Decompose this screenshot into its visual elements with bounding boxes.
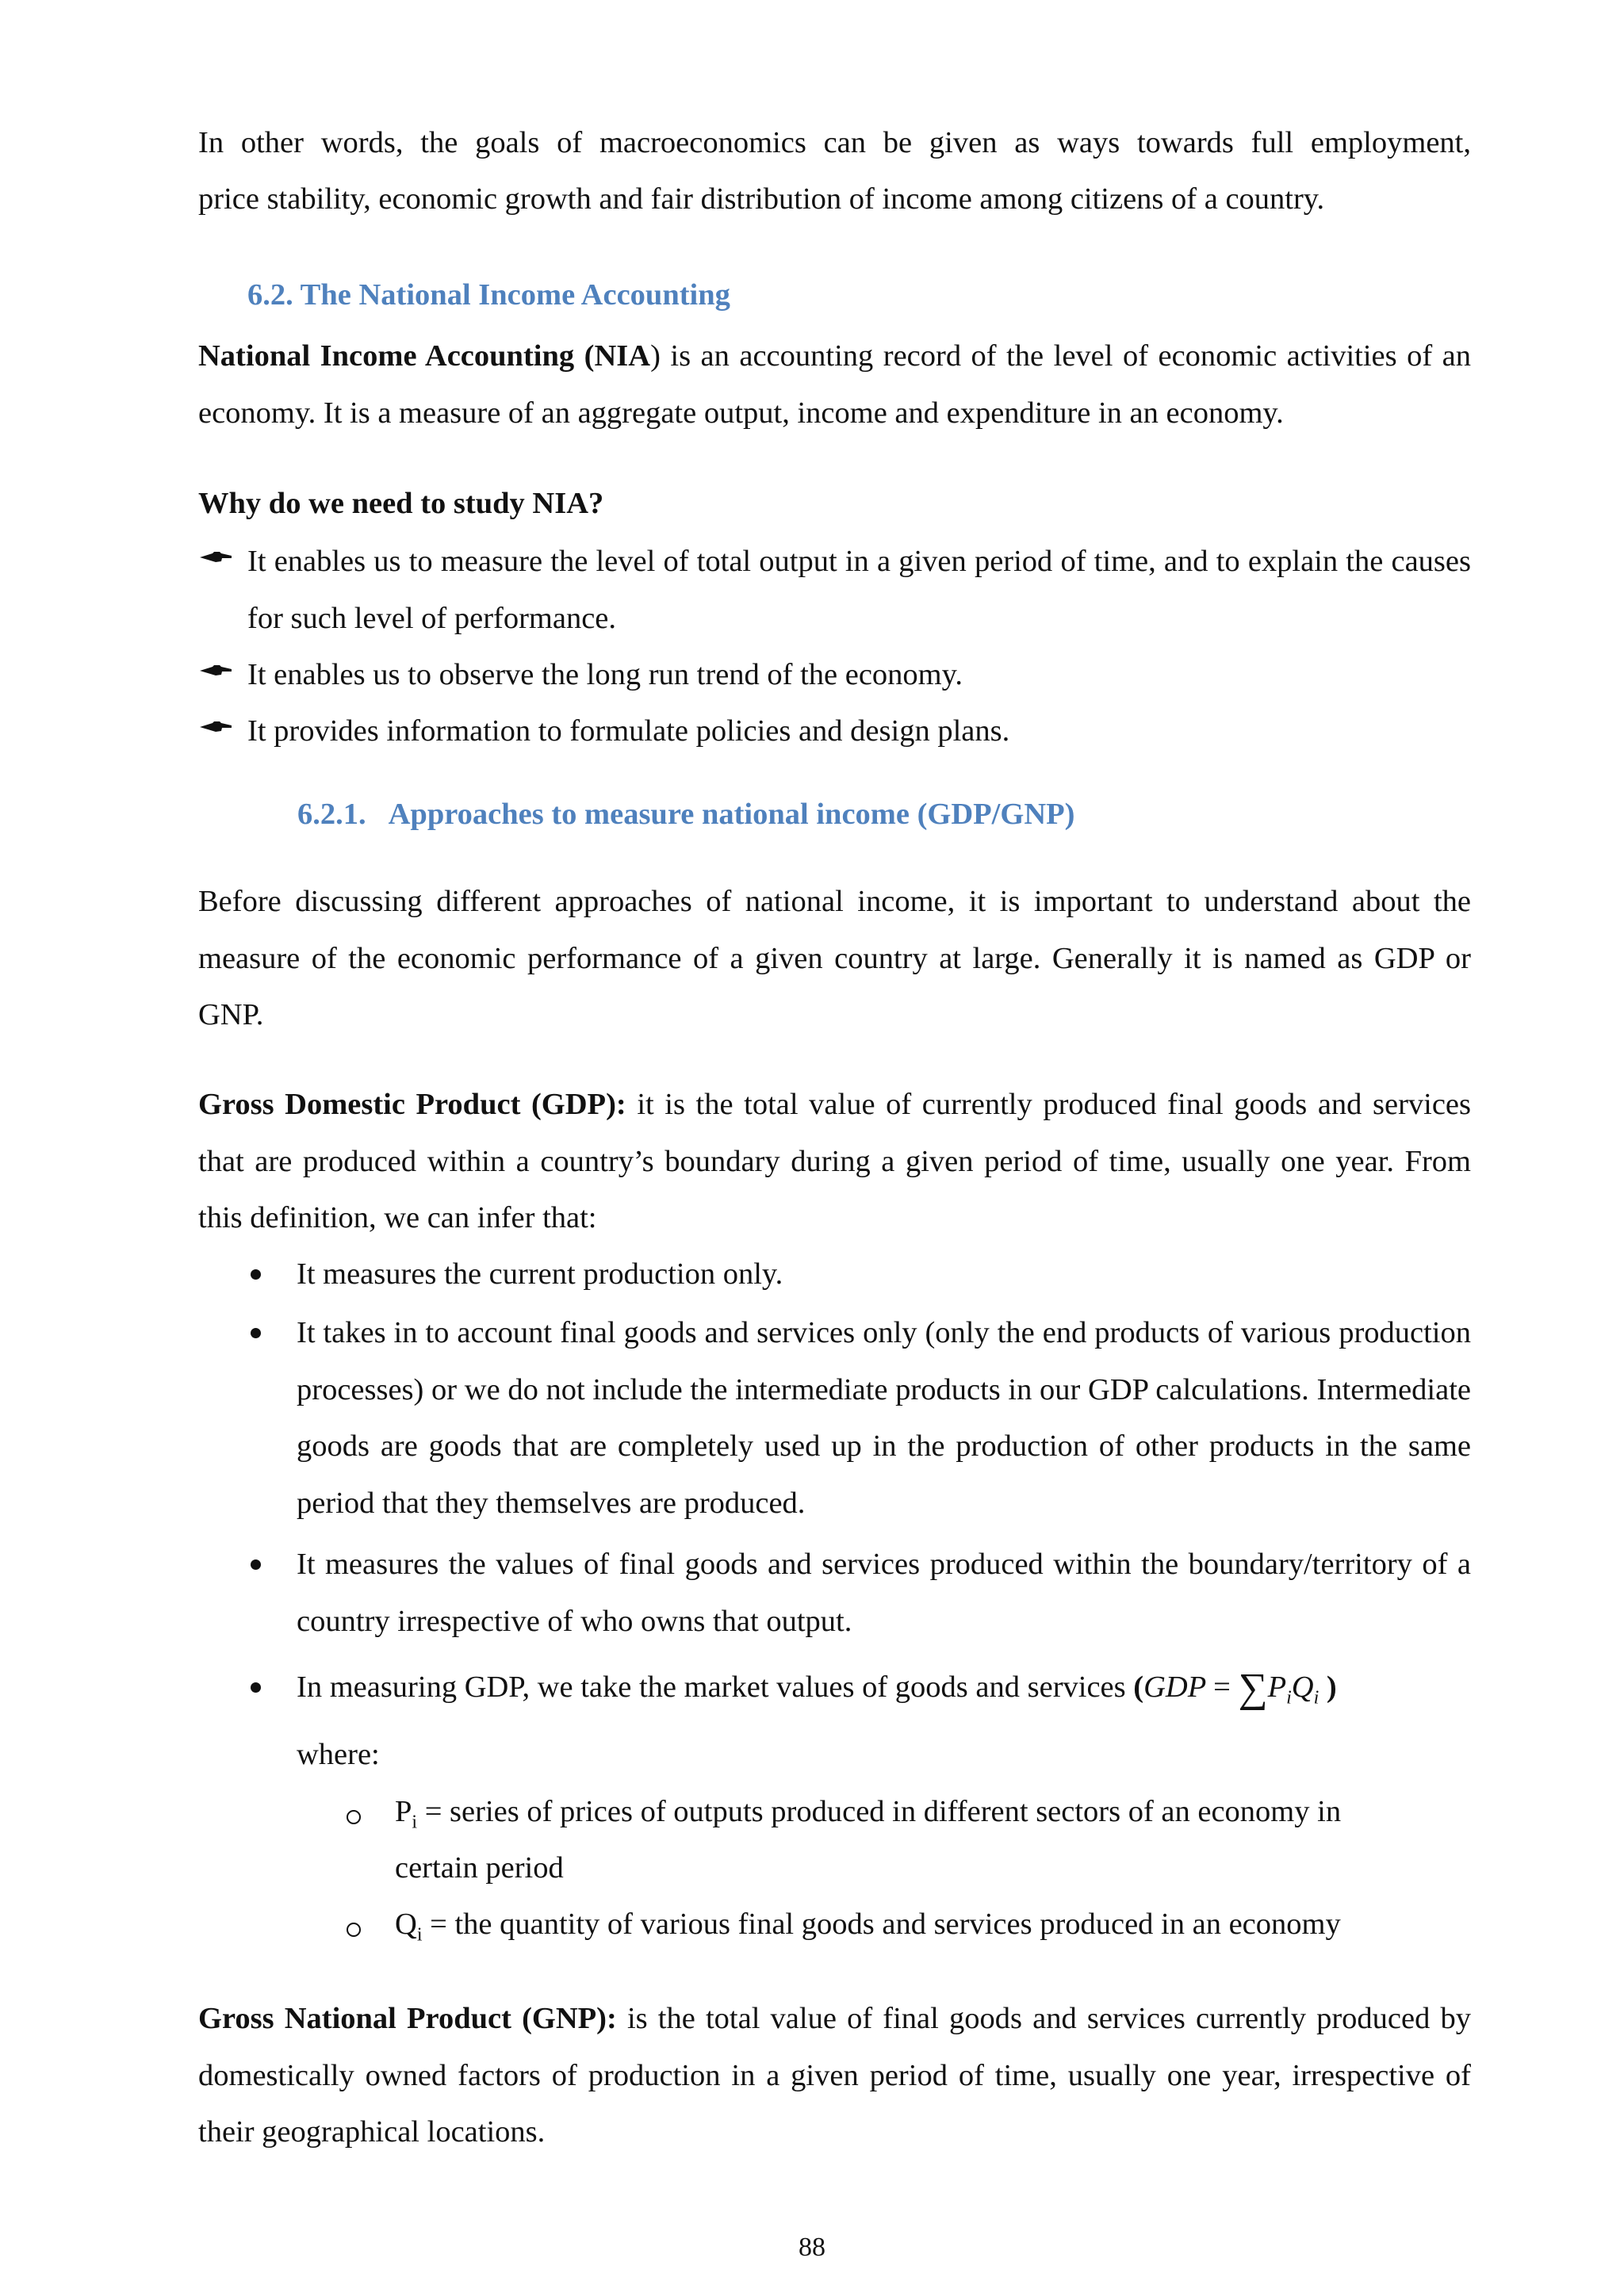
bullet-dot-icon [251, 1559, 261, 1570]
nia-definition-paragraph [198, 328, 1471, 442]
pointing-hand-icon [198, 719, 233, 735]
bullet-dot-icon [251, 1328, 261, 1338]
page-number: 88 [799, 2233, 825, 2262]
section-heading-6-2-1 [297, 790, 1074, 838]
formula-p: P [1267, 1670, 1287, 1704]
nia-definition-text: ) is an accounting record of the level of economic activities of an economy. It is a measure of an aggregate output, income and expenditure in an economy. [198, 339, 1472, 430]
pointing-hand-icon [198, 663, 233, 679]
formula-p-subscript: i [1286, 1687, 1292, 1709]
why-nia-item-2: It enables us to observe the long run trend of the economy. [247, 658, 963, 691]
market-value-text: In measuring GDP, we take the market values of goods and services [297, 1670, 1126, 1704]
formula-lhs: GDP [1143, 1670, 1206, 1704]
formula-q: Q [1291, 1670, 1314, 1704]
quantity-description: = the quantity of various final goods and services produced in an economy [422, 1908, 1341, 1941]
approaches-intro-paragraph: Before discussing different approaches of national income, it is important to understand about the measure of the economic performance of a given country at large. Generally it is named as GDP or GNP. [198, 885, 1471, 1031]
sub-bullet-circle-icon [347, 1810, 361, 1824]
formula-equals: = [1213, 1670, 1231, 1704]
formula-close-paren: ) [1326, 1670, 1337, 1704]
intro-paragraph-line-2: price stability, economic growth and fair distribution of income among citizens of a country. [198, 182, 1325, 216]
gdp-bullet-3: It measures the values of final goods and services produced within the boundary/territory of a country irrespective of who owns that output. [297, 1548, 1471, 1638]
gdp-definition-paragraph [198, 1077, 1471, 1247]
intro-paragraph-line-1: In other words, the goals of macroeconomics can be given as ways towards full employment, [198, 126, 1471, 159]
sub-bullet-circle-icon [347, 1923, 361, 1937]
section-heading-6-2: 6.2. The National Income Accounting [247, 278, 730, 312]
gnp-term: Gross National Product (GNP): [198, 2002, 617, 2035]
price-description: = series of prices of outputs produced in different sectors of an economy in [417, 1795, 1342, 1828]
gdp-formula [1133, 1666, 1337, 1711]
price-subscript: i [412, 1812, 418, 1833]
gdp-bullet-4 [297, 1659, 1337, 1716]
gnp-definition-text: is the total value of final goods and services currently produced by domestically owned factors of production in a given period of time, usually one year, irrespective of their geographical locations. [198, 2002, 1472, 2149]
gdp-definition-text: it is the total value of currently produced final goods and services that are produced within a country’s boundary during a given period of time, usually one year. From this definition, we can infer that: [198, 1088, 1472, 1234]
nia-term: National Income Accounting (NIA [198, 339, 651, 373]
sub-item-quantity [395, 1896, 1341, 1954]
bullet-dot-icon [251, 1682, 261, 1693]
sub-item-prices [395, 1784, 1341, 1841]
formula-q-subscript: i [1313, 1687, 1320, 1709]
section-number: 6.2.1. [297, 798, 366, 831]
gdp-term: Gross Domestic Product (GDP): [198, 1088, 626, 1121]
where-label: where: [297, 1738, 380, 1771]
why-nia-question: Why do we need to study NIA? [198, 487, 604, 520]
why-nia-item-1: It enables us to measure the level of total output in a given period of time, and to explain the causes for such level of performance. [247, 545, 1471, 635]
gnp-definition-paragraph [198, 1991, 1471, 2161]
price-symbol: P [395, 1795, 412, 1828]
quantity-symbol: Q [395, 1908, 417, 1941]
bullet-dot-icon [251, 1269, 261, 1280]
gdp-bullet-2: It takes in to account final goods and services only (only the end products of various production processes) or we do not include the intermediate products in our GDP calculations. Intermediate goods are goods that are completely used up in the production of other products in the same period that they themselves are produced. [297, 1316, 1471, 1520]
formula-open-paren: ( [1133, 1670, 1144, 1704]
why-nia-item-3: It provides information to formulate policies and design plans. [247, 714, 1010, 748]
sub-item-prices-continuation: certain period [395, 1851, 564, 1885]
sigma-symbol: ∑ [1238, 1666, 1268, 1711]
section-title: Approaches to measure national income (GDP/GNP) [388, 798, 1075, 831]
pointing-hand-icon [198, 549, 233, 565]
gdp-bullet-1: It measures the current production only. [297, 1257, 783, 1291]
quantity-subscript: i [416, 1924, 423, 1946]
